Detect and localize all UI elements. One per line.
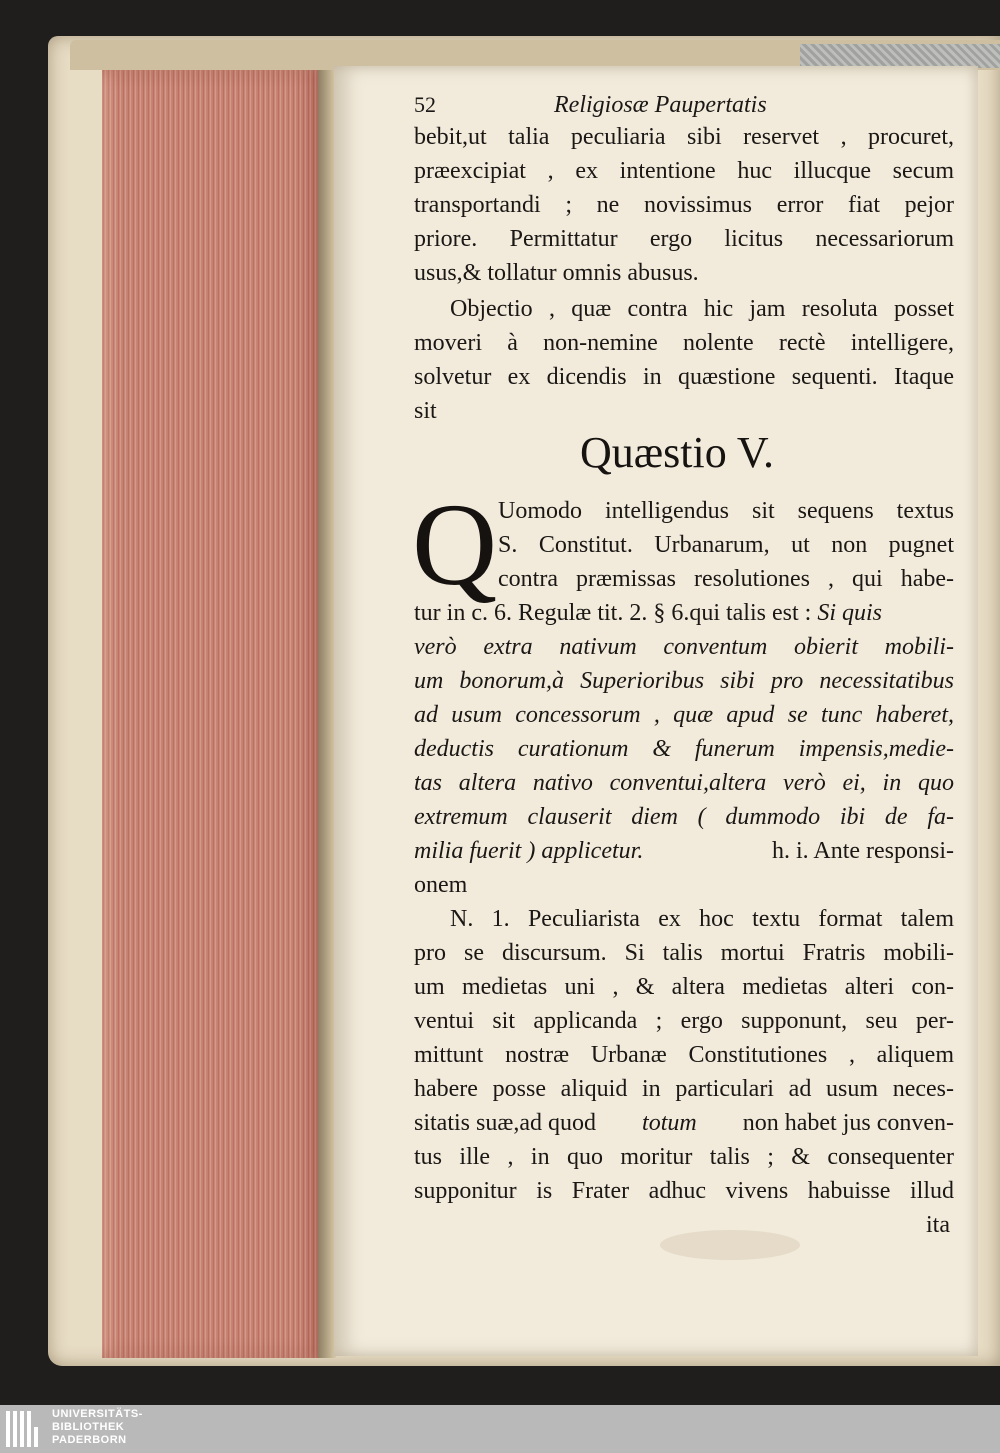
text-line: contra præmissas resolutiones , qui habe- (498, 566, 954, 592)
page-number: 52 (414, 92, 436, 117)
text-span: sitatis suæ,ad quod (414, 1110, 597, 1136)
library-footer (0, 1405, 1000, 1453)
text-line: Objectio , quæ contra hic jam resoluta posset (450, 296, 954, 322)
text-line (414, 598, 954, 628)
library-name (52, 1408, 143, 1447)
text-line: bebit,ut talia peculiaria sibi reservet , procuret, (414, 124, 954, 150)
red-page-edges (102, 70, 322, 1358)
text-line: priore. Permittatur ergo licitus necessariorum (414, 226, 954, 252)
text-line: sit (414, 398, 437, 424)
italic-span: milia fuerit ) applicetur. (414, 838, 644, 864)
catchword: ita (926, 1212, 950, 1238)
page-header (414, 92, 954, 122)
text-line: Uomodo intelligendus sit sequens textus (498, 498, 954, 524)
text-line: S. Constitut. Urbanarum, ut non pugnet (498, 532, 954, 558)
library-logo-icon (6, 1411, 44, 1449)
text-line: onem (414, 872, 468, 898)
library-name-line: UNIVERSITÄTS- (52, 1408, 143, 1420)
italic-line: extremum clauserit diem ( dummodo ibi de fa- (414, 804, 954, 830)
binding-strip (800, 44, 1000, 68)
text-line (414, 836, 954, 866)
text-line: usus,& tollatur omnis abusus. (414, 260, 699, 286)
library-name-line: PADERBORN (52, 1434, 127, 1446)
italic-span: totum (642, 1110, 697, 1136)
text-line: ventui sit applicanda ; ergo supponunt, seu per- (414, 1008, 954, 1034)
text-line: pro se discursum. Si talis mortui Fratris mobili- (414, 940, 954, 966)
text-line: mittunt nostræ Urbanæ Constitutiones , aliquem (414, 1042, 954, 1068)
text-line: moveri à non-nemine nolente rectè intelligere, (414, 330, 954, 356)
text-line: præexcipiat , ex intentione huc illucque secum (414, 158, 954, 184)
italic-span: Si quis (817, 600, 882, 626)
text-line: um medietas uni , & altera medietas alteri con- (414, 974, 954, 1000)
italic-line: tas altera nativo conventui,altera verò ei, in quo (414, 770, 954, 796)
question-title: Quæstio V. (580, 428, 775, 477)
text-span: h. i. Ante responsi- (772, 838, 954, 864)
page-stain (660, 1230, 800, 1260)
text-line: solvetur ex dicendis in quæstione sequenti. Itaque (414, 364, 954, 390)
text-line: N. 1. Peculiarista ex hoc textu format talem (450, 906, 954, 932)
library-name-line: BIBLIOTHEK (52, 1421, 125, 1433)
italic-line: verò extra nativum conventum obierit mobili- (414, 634, 954, 660)
text-span: tur in c. 6. Regulæ tit. 2. § 6.qui talis est : (414, 600, 812, 626)
text-line: tus ille , in quo moritur talis ; & consequenter (414, 1144, 954, 1170)
text-line: supponitur is Frater adhuc vivens habuisse illud (414, 1178, 954, 1204)
italic-line: deductis curationum & funerum impensis,medie- (414, 736, 954, 762)
italic-line: ad usum concessorum , quæ apud se tunc haberet, (414, 702, 954, 728)
text-line (414, 1108, 954, 1138)
italic-line: um bonorum,à Superioribus sibi pro necessitatibus (414, 668, 954, 694)
text-span: non habet jus conven- (742, 1110, 954, 1136)
running-head: Religiosæ Paupertatis (554, 92, 767, 118)
drop-cap: Q (412, 479, 498, 610)
text-line: transportandi ; ne novissimus error fiat pejor (414, 192, 954, 218)
text-line: habere posse aliquid in particulari ad usum neces- (414, 1076, 954, 1102)
